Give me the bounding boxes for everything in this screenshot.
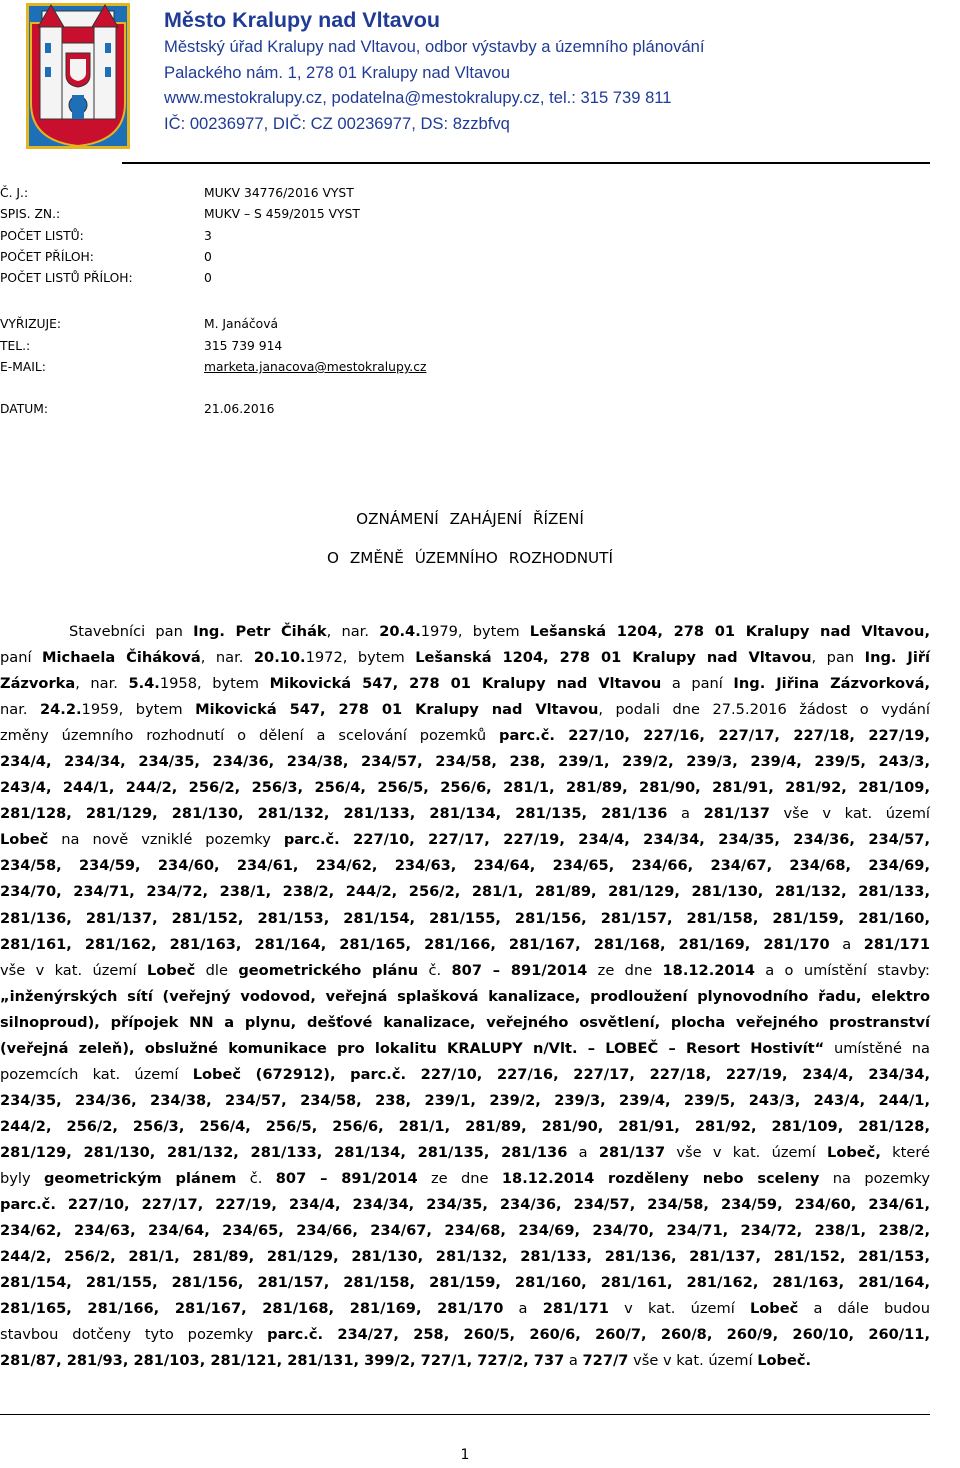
body-text: , nar. <box>200 649 254 667</box>
body-text-bold: Lobeč. <box>757 1352 812 1370</box>
body-line <box>0 1166 930 1192</box>
doc-heading: OZNÁMENÍ ZAHÁJENÍ ŘÍZENÍ <box>356 510 584 528</box>
contact-line: www.mestokralupy.cz, podatelna@mestokralupy.cz, tel.: 315 739 811 <box>164 88 672 107</box>
body-text-bold: 281/171 <box>542 1300 609 1318</box>
body-text-bold: 281/129, 281/130, 281/132, 281/133, 281/134, 281/135, 281/136 <box>0 1143 568 1161</box>
body-text-bold: 244/2, 256/2, 281/1, 281/89, 281/129, 281/130, 281/132, 281/133, 281/136, 281/137, 281/152, 281/153, <box>0 1248 930 1266</box>
body-text-bold: 234/58, 234/59, 234/60, 234/61, 234/62, 234/63, 234/64, 234/65, 234/66, 234/67, 234/68, 234/69, <box>0 857 930 875</box>
meta-label: POČET LISTŮ PŘÍLOH: <box>0 271 133 285</box>
body-text-bold: 281/161, 281/162, 281/163, 281/164, 281/165, 281/166, 281/167, 281/168, 281/169, 281/170 <box>0 935 830 953</box>
ids-line: IČ: 00236977, DIČ: CZ 00236977, DS: 8zzbfvq <box>164 113 510 133</box>
body-text: změny územního rozhodnutí o dělení a scelování pozemků <box>0 727 500 745</box>
body-text: na pozemky <box>819 1169 930 1187</box>
page-number: 1 <box>460 1447 470 1463</box>
body-text-bold: Lobeč, <box>827 1143 881 1161</box>
body-line <box>0 749 930 775</box>
body-line <box>0 1140 930 1166</box>
meta-label: POČET LISTŮ: <box>0 229 84 243</box>
body-text-bold: Ing. Jiří <box>864 649 931 667</box>
body-text: Stavebníci pan <box>69 623 194 640</box>
body-line <box>0 1114 930 1140</box>
body-text-bold: 234/62, 234/63, 234/64, 234/65, 234/66, 234/67, 234/68, 234/69, 234/70, 234/71, 234/72, 238/1, 238/2, <box>0 1222 930 1240</box>
body-text-bold: 18.12.2014 rozděleny nebo sceleny <box>501 1169 820 1187</box>
body-text: č. <box>236 1169 276 1187</box>
meta-label: TEL.: <box>0 339 31 353</box>
body-text: dle <box>195 961 239 979</box>
body-text: ze dne <box>587 961 663 979</box>
body-text: , podali dne 27.5.2016 žádost o vydání <box>598 701 930 719</box>
body-text: ze dne <box>417 1169 502 1187</box>
body-text-bold: 234/35, 234/36, 234/38, 234/57, 234/58, 238, 239/1, 239/2, 239/3, 239/4, 239/5, 243/3, 243/4, 244/1, <box>0 1091 930 1109</box>
body-line <box>0 984 930 1010</box>
body-text-bold: Lešanská 1204, 278 01 Kralupy nad Vltavou, <box>529 623 930 640</box>
footer-divider <box>0 1414 930 1415</box>
body-line <box>0 801 930 827</box>
body-text-bold: 281/171 <box>863 935 930 953</box>
body-text: a <box>667 805 704 823</box>
body-text: vše v kat. území <box>769 805 930 823</box>
body-text: paní <box>0 649 43 667</box>
body-text: vše v kat. území <box>0 961 147 979</box>
meta-label: DATUM: <box>0 402 48 416</box>
body-line <box>0 1270 930 1296</box>
body-text-bold: 281/136, 281/137, 281/152, 281/153, 281/154, 281/155, 281/156, 281/157, 281/158, 281/159, 281/160, <box>0 909 930 927</box>
body-line <box>0 671 930 697</box>
body-text: č. <box>418 961 452 979</box>
meta-label: E-MAIL: <box>0 360 46 374</box>
meta-value: MUKV – S 459/2015 VYST <box>204 207 360 221</box>
body-text-bold: parc.č. 234/27, 258, 260/5, 260/6, 260/7, 260/8, 260/9, 260/10, 260/11, <box>267 1326 930 1344</box>
body-text: 1979, bytem <box>420 623 530 640</box>
body-text: 1959, bytem <box>81 701 196 719</box>
body-text-bold: geometrického plánu <box>238 961 419 979</box>
body-text-bold: geometrickým plánem <box>43 1169 237 1187</box>
body-text-bold: 281/154, 281/155, 281/156, 281/157, 281/158, 281/159, 281/160, 281/161, 281/162, 281/163, 281/164, <box>0 1274 930 1292</box>
body-text-bold: 20.10. <box>253 649 306 667</box>
body-text-bold: Lešanská 1204, 278 01 Kralupy nad Vltavou <box>415 649 812 667</box>
body-text: a o umístění stavby: <box>754 961 930 979</box>
body-line <box>0 645 930 671</box>
body-line <box>0 1036 930 1062</box>
body-line <box>0 1296 930 1322</box>
city-coat-of-arms <box>26 3 130 149</box>
body-text: umístěné na <box>824 1039 930 1057</box>
body-text-bold: Ing. Petr Čihák <box>193 623 327 640</box>
body-text-bold: 234/4, 234/34, 234/35, 234/36, 234/38, 234/57, 234/58, 238, 239/1, 239/2, 239/3, 239/4, 239/5, 243/3, <box>0 753 930 771</box>
body-text-bold: Mikovická 547, 278 01 Kralupy nad Vltavou <box>195 701 599 719</box>
body-line <box>0 775 930 801</box>
body-text-bold: silnoproud), přípojek NN a plynu, dešťové kanalizace, veřejného osvětlení, plocha veřejného prostranství <box>0 1013 930 1031</box>
body-text-bold: 243/4, 244/1, 244/2, 256/2, 256/3, 256/4, 256/5, 256/6, 281/1, 281/89, 281/90, 281/91, 281/92, 281/109, <box>0 779 930 797</box>
body-text: , pan <box>811 649 865 667</box>
body-line <box>0 827 930 853</box>
meta-label: POČET PŘÍLOH: <box>0 250 94 264</box>
body-line <box>0 932 930 958</box>
meta-label: VYŘIZUJE: <box>0 317 62 331</box>
body-text-bold: 24.2. <box>39 701 82 719</box>
body-text: na nově vzniklé pozemky <box>48 831 284 849</box>
body-text: a <box>829 935 864 953</box>
body-line <box>0 1244 930 1270</box>
body-text: , nar. <box>75 675 129 693</box>
body-text-bold: Zázvorka <box>0 675 76 693</box>
body-text-bold: 5.4. <box>128 675 160 693</box>
body-text: které <box>880 1143 930 1161</box>
body-text: , nar. <box>326 623 380 640</box>
body-text-bold: Lobeč (672912), parc.č. 227/10, 227/16, 227/17, 227/18, 227/19, 234/4, 234/34, <box>192 1065 930 1083</box>
body-text-bold: Lobeč <box>146 961 196 979</box>
body-text: vše v kat. území <box>628 1352 758 1370</box>
address: Palackého nám. 1, 278 01 Kralupy nad Vltavou <box>164 62 510 82</box>
body-line <box>0 1322 930 1348</box>
body-line <box>0 1348 930 1374</box>
body-text: a <box>567 1143 599 1161</box>
body-line <box>0 879 930 905</box>
body-text-bold: parc.č. 227/10, 227/17, 227/19, 234/4, 234/34, 234/35, 234/36, 234/57, 234/58, 234/59, 234/60, 234/61, <box>0 1196 930 1214</box>
body-text-bold: 281/165, 281/166, 281/167, 281/168, 281/169, 281/170 <box>0 1300 504 1318</box>
org-name: Město Kralupy nad Vltavou <box>164 8 440 32</box>
meta-value: 0 <box>204 271 212 285</box>
body-text-bold: (veřejná zeleň), obslužné komunikace pro lokalitu KRALUPY n/Vlt. – LOBEČ – Resort Hostivít“ <box>0 1039 825 1057</box>
body-text: byly <box>0 1169 44 1187</box>
body-text-bold: „inženýrských sítí (veřejný vodovod, veřejná splašková kanalizace, prodloužení plynovodního řadu, elektro <box>0 987 930 1005</box>
body-text-bold: 20.4. <box>379 623 421 640</box>
doc-subheading: O ZMĚNĚ ÚZEMNÍHO ROZHODNUTÍ <box>327 549 613 567</box>
meta-value: 0 <box>204 250 212 264</box>
body-line <box>0 853 930 879</box>
body-line <box>0 906 930 932</box>
body-text: vše v kat. území <box>665 1143 828 1161</box>
body-text-bold: 807 – 891/2014 <box>275 1169 418 1187</box>
body-text: 1958, bytem <box>159 675 270 693</box>
body-text-bold: Michaela Čiháková <box>42 649 201 667</box>
body-text-bold: 727/7 <box>582 1352 629 1370</box>
body-text-bold: 281/137 <box>703 805 770 823</box>
meta-value: 3 <box>204 229 212 243</box>
body-line <box>0 1218 930 1244</box>
body-text-bold: Mikovická 547, 278 01 Kralupy nad Vltavou <box>269 675 662 693</box>
body-line <box>0 723 930 749</box>
body-text-bold: parc.č. 227/10, 227/17, 227/19, 234/4, 234/34, 234/35, 234/36, 234/57, <box>283 831 930 849</box>
body-text: 1972, bytem <box>305 649 416 667</box>
body-text: nar. <box>0 701 40 719</box>
body-text-bold: 234/70, 234/71, 234/72, 238/1, 238/2, 244/2, 256/2, 281/1, 281/89, 281/129, 281/130, 281/132, 281/133, <box>0 883 930 901</box>
body-text: a dále budou <box>798 1300 930 1318</box>
body-paragraph <box>0 619 930 1374</box>
meta-value: 315 739 914 <box>204 339 283 353</box>
body-text-bold: 281/128, 281/129, 281/130, 281/132, 281/133, 281/134, 281/135, 281/136 <box>0 805 668 823</box>
meta-label: Č. J.: <box>0 186 29 200</box>
meta-value: M. Janáčová <box>204 317 279 331</box>
body-line <box>0 1010 930 1036</box>
body-text: pozemcích kat. území <box>0 1065 193 1083</box>
body-text-bold: 807 – 891/2014 <box>451 961 588 979</box>
body-text-bold: parc.č. 227/10, 227/16, 227/17, 227/18, 227/19, <box>499 727 931 745</box>
body-text-bold: Ing. Jiřina Zázvorková, <box>733 675 930 693</box>
meta-label: SPIS. ZN.: <box>0 207 61 221</box>
body-line <box>0 1062 930 1088</box>
body-text: stavbou dotčeny tyto pozemky <box>0 1326 268 1344</box>
body-text: a <box>564 1352 583 1370</box>
meta-value: MUKV 34776/2016 VYST <box>204 186 354 200</box>
body-text-bold: Lobeč <box>0 831 49 849</box>
letterhead <box>164 6 705 136</box>
body-text-bold: 281/87, 281/93, 281/103, 281/121, 281/131, 399/2, 727/1, 727/2, 737 <box>0 1352 565 1370</box>
body-text: a paní <box>661 675 734 693</box>
body-line <box>0 1088 930 1114</box>
body-line <box>0 1192 930 1218</box>
body-text: v kat. území <box>608 1300 750 1318</box>
body-line <box>0 619 930 645</box>
department: Městský úřad Kralupy nad Vltavou, odbor výstavby a územního plánování <box>164 37 705 56</box>
body-text-bold: Lobeč <box>749 1300 799 1318</box>
body-text-bold: 18.12.2014 <box>662 961 755 979</box>
body-text: a <box>503 1300 543 1318</box>
email-link[interactable]: marketa.janacova@mestokralupy.cz <box>204 360 427 374</box>
body-line <box>0 697 930 723</box>
body-line <box>0 958 930 984</box>
meta-value: 21.06.2016 <box>204 402 275 416</box>
header-divider <box>122 162 930 164</box>
body-text-bold: 281/137 <box>598 1143 666 1161</box>
body-text-bold: 244/2, 256/2, 256/3, 256/4, 256/5, 256/6, 281/1, 281/89, 281/90, 281/91, 281/92, 281/109, 281/128, <box>0 1117 930 1135</box>
